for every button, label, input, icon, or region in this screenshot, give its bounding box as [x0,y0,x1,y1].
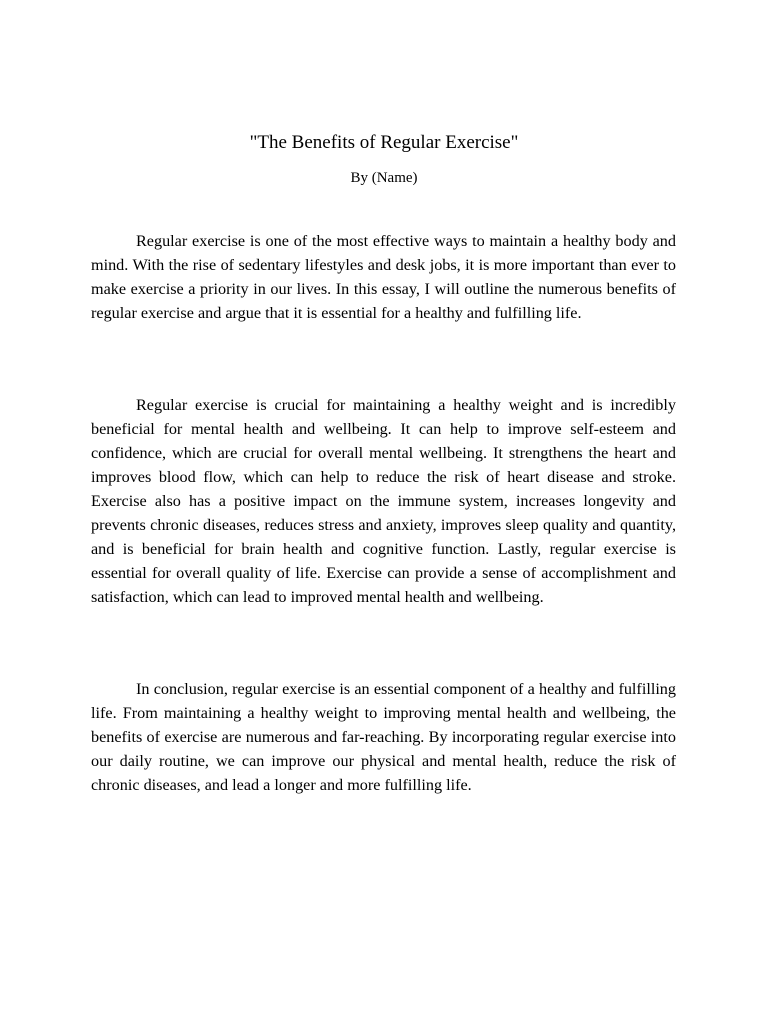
author-byline: By (Name) [350,170,418,186]
body-paragraph: Regular exercise is crucial for maintaining a healthy weight and is incredibly beneficial for mental health and wellbeing. It can help to improve self-esteem and confidence, which are crucial for overall mental wellbeing. It strengthens the heart and improves blood flow, which can help to reduce the risk of heart disease and stroke. Exercise also has a positive impact on the immune system, increases longevity and prevents chronic diseases, reduces stress and anxiety, improves sleep quality and quantity, and is beneficial for brain health and cognitive function. Lastly, regular exercise is essential for overall quality of life. Exercise can provide a sense of accomplishment and satisfaction, which can lead to improved mental health and wellbeing. [91,396,676,606]
intro-paragraph: Regular exercise is one of the most effective ways to maintain a healthy body and mind. With the rise of sedentary lifestyles and desk jobs, it is more important than ever to make exercise a priority in our lives. In this essay, I will outline the numerous benefits of regular exercise and argue that it is essential for a healthy and fulfilling life. [91,232,676,322]
document-title: "The Benefits of Regular Exercise" [249,132,519,153]
conclusion-paragraph: In conclusion, regular exercise is an essential component of a healthy and fulfilling life. From maintaining a healthy weight to improving mental health and wellbeing, the benefits of exercise are numerous and far-reaching. By incorporating regular exercise into our daily routine, we can improve our physical and mental health, reduce the risk of chronic diseases, and lead a longer and more fulfilling life. [91,680,676,794]
